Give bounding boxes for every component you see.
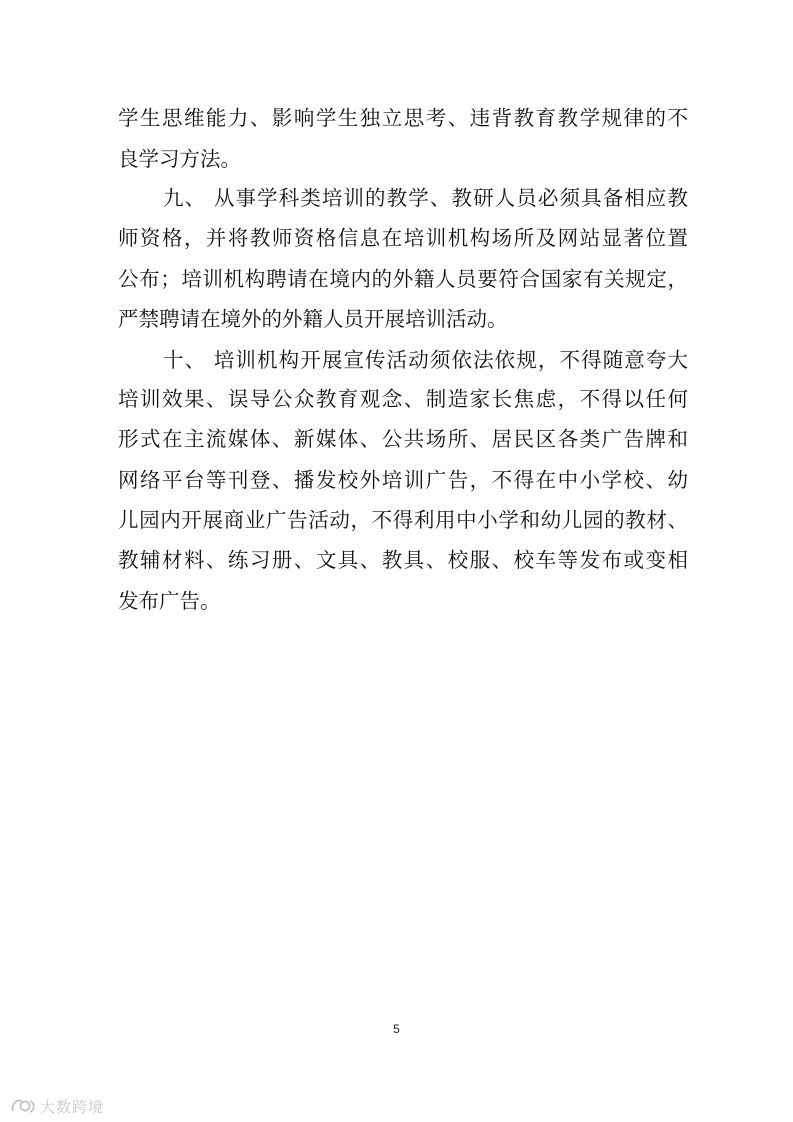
paragraph-line: 严禁聘请在境外的外籍人员开展培训活动。 <box>118 307 508 331</box>
page-number: 5 <box>393 1022 400 1036</box>
paragraph-line: 培训效果、误导公众教育观念、制造家长焦虑，不得以任何 <box>118 387 688 411</box>
paragraph-line: 九、 从事学科类培训的教学、教研人员必须具备相应教 <box>163 186 688 210</box>
watermark-logo-icon <box>10 1096 36 1116</box>
paragraph-line: 师资格，并将教师资格信息在培训机构场所及网站显著位置 <box>118 226 688 250</box>
watermark <box>10 1094 104 1118</box>
paragraph-line: 形式在主流媒体、新媒体、公共场所、居民区各类广告牌和 <box>118 427 688 451</box>
paragraph-line: 良学习方法。 <box>118 147 241 171</box>
paragraph-line: 学生思维能力、影响学生独立思考、违背教育教学规律的不 <box>118 106 688 130</box>
paragraph-line: 教辅材料、练习册、文具、教具、校服、校车等发布或变相 <box>118 548 688 572</box>
paragraph-line: 儿园内开展商业广告活动，不得利用中小学和幼儿园的教材、 <box>118 508 688 532</box>
paragraph-line: 十、 培训机构开展宣传活动须依法依规，不得随意夸大 <box>163 348 688 372</box>
paragraph-line: 发布广告。 <box>118 589 221 613</box>
paragraph-line: 公布；培训机构聘请在境内的外籍人员要符合国家有关规定， <box>118 267 688 291</box>
paragraph-line: 网络平台等刊登、播发校外培训广告，不得在中小学校、幼 <box>118 468 688 492</box>
watermark-text: 大数跨境 <box>40 1097 105 1116</box>
